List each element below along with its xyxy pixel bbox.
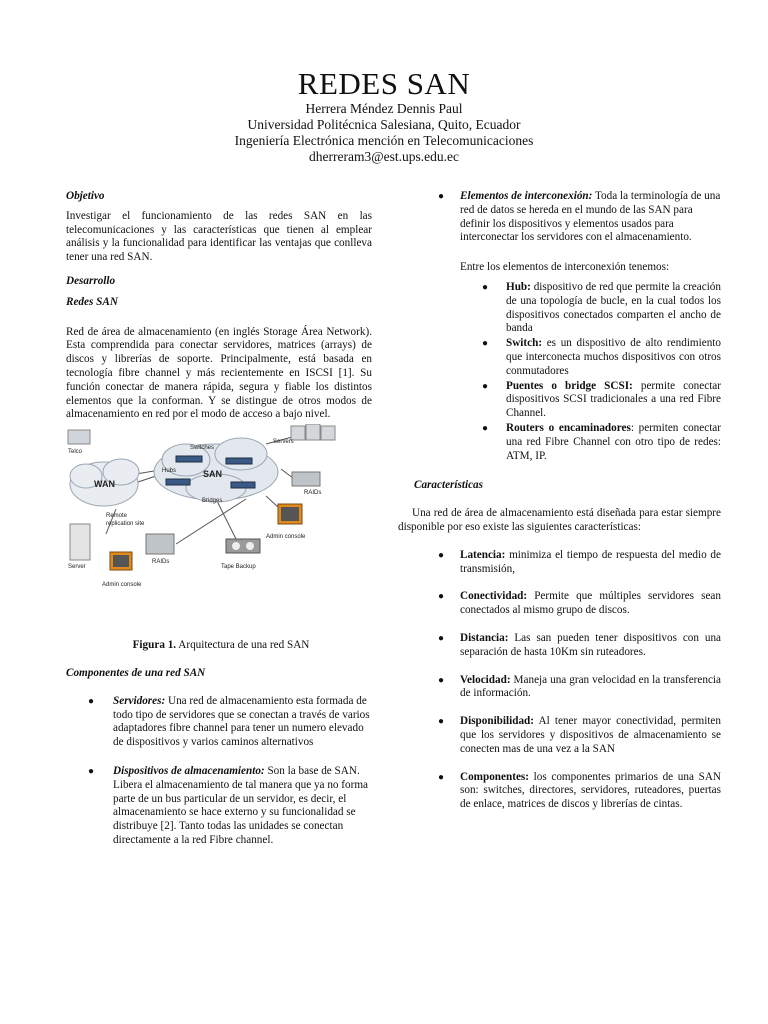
hubs-label: Hubs xyxy=(162,468,177,474)
raids-label-2: RAIDs xyxy=(152,559,170,565)
bullet-text: los componentes primarios de una SAN son: switches, directores, servidores, ruteadores, puertas de enlace, matrices de discos y librerías de cintas. xyxy=(460,770,721,811)
list-item xyxy=(412,380,721,421)
server-icon xyxy=(70,524,90,560)
bullet-icon: ● xyxy=(88,695,95,707)
caption-label: Figura 1. xyxy=(132,639,177,651)
servers-icon xyxy=(291,424,335,440)
bullet-icon: ● xyxy=(482,338,489,350)
redes-heading: Redes SAN xyxy=(66,295,118,308)
tape-backup-icon xyxy=(226,539,260,553)
author-name: Herrera Méndez Dennis Paul xyxy=(305,101,463,116)
bullet-icon: ● xyxy=(438,716,445,728)
componentes-heading: Componentes de una red SAN xyxy=(66,667,206,679)
list-item xyxy=(66,695,372,750)
admin-console-icon xyxy=(110,552,132,570)
author-email: dherreram3@est.ups.edu.ec xyxy=(309,149,459,164)
right-column xyxy=(398,190,721,812)
replication-label: replication site xyxy=(106,521,145,527)
bullet-icon: ● xyxy=(88,765,95,777)
remote-label: Remote xyxy=(106,513,128,519)
list-item xyxy=(412,590,721,618)
admin-console-icon xyxy=(278,504,302,524)
bullet-icon: ● xyxy=(482,281,489,293)
bullet-icon: ● xyxy=(438,591,445,603)
bullet-icon: ● xyxy=(438,674,445,686)
wan-label: WAN xyxy=(94,479,115,489)
bullet-icon: ● xyxy=(482,422,489,434)
admin-label-1: Admin console xyxy=(102,582,142,588)
bullet-text: Al tener mayor conectividad, permiten que los servidores y dispositivos de almacenamiento se conecten mas de una vez a la SAN xyxy=(460,715,721,755)
list-item xyxy=(412,674,721,702)
list-item xyxy=(66,765,372,848)
server-label: Server xyxy=(68,564,86,570)
list-item xyxy=(412,281,721,336)
objetivo-heading: Objetivo xyxy=(66,190,105,202)
raids-label-1: RAIDs xyxy=(304,490,322,496)
switches-label: Switches xyxy=(190,445,215,451)
bullet-text: Toda la terminología de una red de datos se hereda en el mundo de las SAN para definir los dispositivos y elementos usados para interconectar los servidores con el almacenamiento. xyxy=(460,190,721,244)
bullet-label: Disponibilidad: xyxy=(460,715,534,728)
bullet-label: Routers o encaminadores xyxy=(506,421,631,434)
bullet-label: Velocidad: xyxy=(460,673,511,686)
raids-icon xyxy=(146,534,174,554)
bullet-text: minimiza el tiempo de respuesta del medio de transmisión, xyxy=(460,548,721,575)
program: Ingeniería Electrónica mención en Telecomunicaciones xyxy=(234,133,534,148)
bullet-text: Las san pueden tener dispositivos con una separación de hasta 10Km sin ruteadores. xyxy=(460,631,721,658)
list-item xyxy=(412,549,721,577)
componentes-section xyxy=(66,667,372,848)
bridge-icon xyxy=(231,482,255,488)
bullet-text: dispositivo de red que permite la creación de una topología de bucle, en la cual todos los dispositivos conectados comparten el ancho de banda xyxy=(506,280,721,335)
university: Universidad Politécnica Salesiana, Quito, Ecuador xyxy=(247,117,521,132)
telco-label: Telco xyxy=(68,449,83,455)
bullet-text: Son la base de SAN. Libera el almacenamiento de tal manera que ya no forma parte de un bus particular de un servidor, es decir, el almacenamiento se hace externo y su funcionalidad se distribuye [2]. Tanto todas las unidades se conectan directamente a la red Fibre channel. xyxy=(113,764,369,846)
san-architecture-figure xyxy=(66,424,376,604)
figure-caption xyxy=(66,639,376,653)
bullet-label: Switch: xyxy=(506,337,543,350)
bullet-text: Una red de almacenamiento esta formada de todo tipo de servidores que se conectan a través de varios adaptadores fibre channel para tener un numero elevado de dispositivos y varios caminos alternativos xyxy=(113,694,370,749)
bullet-label: Latencia: xyxy=(460,548,506,561)
bullet-label: Conectividad: xyxy=(460,590,528,603)
redes-text: Red de área de almacenamiento (en inglés Storage Área Network). Esta comprendida para conectar servidores, matrices (arrays) de discos y librerías de soporte. Principalmente, está basada en tecnología fibre channel y más recientemente en ISCSI [1]. Su función conectar de manera rápida, segura y fiable los distintos elementos que la conforman. Y se distingue de otros modos de almacenamiento en red por el modo de acceso a bajo nivel. xyxy=(66,325,372,421)
bullet-icon: ● xyxy=(438,191,445,202)
bullet-label: Elementos de interconexión: xyxy=(460,190,593,202)
telco-icon xyxy=(68,430,90,444)
bullet-text: es un dispositivo de alto rendimiento que interconecta muchos dispositivos con otros conmutadores xyxy=(506,337,721,377)
bullet-label: Componentes: xyxy=(460,770,529,783)
list-item xyxy=(412,190,721,245)
servers-label: Servers xyxy=(273,439,294,445)
bullet-label: Dispositivos de almacenamiento: xyxy=(113,764,265,777)
san-label: SAN xyxy=(203,469,223,479)
left-column xyxy=(66,190,372,422)
caption-text: Arquitectura de una red SAN xyxy=(176,639,310,651)
admin-label-2: Admin console xyxy=(266,534,306,540)
list-item xyxy=(412,771,721,812)
list-item xyxy=(412,715,721,756)
entre-text: Entre los elementos de interconexión tenemos: xyxy=(460,261,670,274)
caract-text: Una red de área de almacenamiento está diseñada para estar siempre disponible por eso existe las siguientes características: xyxy=(398,507,721,533)
paper-title: REDES SAN xyxy=(297,66,471,101)
bullet-text: Permite que múltiples servidores sean conectados al mismo grupo de discos. xyxy=(460,590,721,617)
bullet-label: Hub: xyxy=(506,280,531,293)
switch-icon xyxy=(226,458,252,464)
raids-icon xyxy=(292,472,320,486)
desarrollo-heading: Desarrollo xyxy=(66,274,116,287)
bullet-text: Maneja una gran velocidad en la transferencia de información. xyxy=(460,673,721,700)
list-item xyxy=(412,422,721,463)
bullet-icon: ● xyxy=(438,632,445,644)
list-item xyxy=(412,337,721,378)
bullet-text: : permiten conectar una red Fibre Channel con otro tipo de redes: ATM, IP. xyxy=(506,421,721,462)
caract-heading: Características xyxy=(414,479,483,492)
bullet-icon: ● xyxy=(438,549,445,561)
bridges-label: Bridges xyxy=(202,498,223,504)
bullet-icon: ● xyxy=(438,771,445,783)
bullet-label: Servidores: xyxy=(113,694,166,707)
objetivo-text: Investigar el funcionamiento de las redes SAN en las telecomunicaciones y las características que tienen al emplear análisis y la funcionalidad para identificar las ventajas que conlleva tener una red SAN. xyxy=(66,209,372,264)
list-item xyxy=(412,632,721,660)
bullet-label: Puentes o bridge SCSI: xyxy=(506,379,633,392)
switch-icon xyxy=(176,456,202,462)
hub-icon xyxy=(166,479,190,485)
bullet-text: permite conectar dispositivos SCSI tradicionales a una red Fibre Channel. xyxy=(506,379,721,420)
tape-label: Tape Backup xyxy=(221,564,256,570)
bullet-label: Distancia: xyxy=(460,631,509,644)
bullet-icon: ● xyxy=(482,380,489,392)
